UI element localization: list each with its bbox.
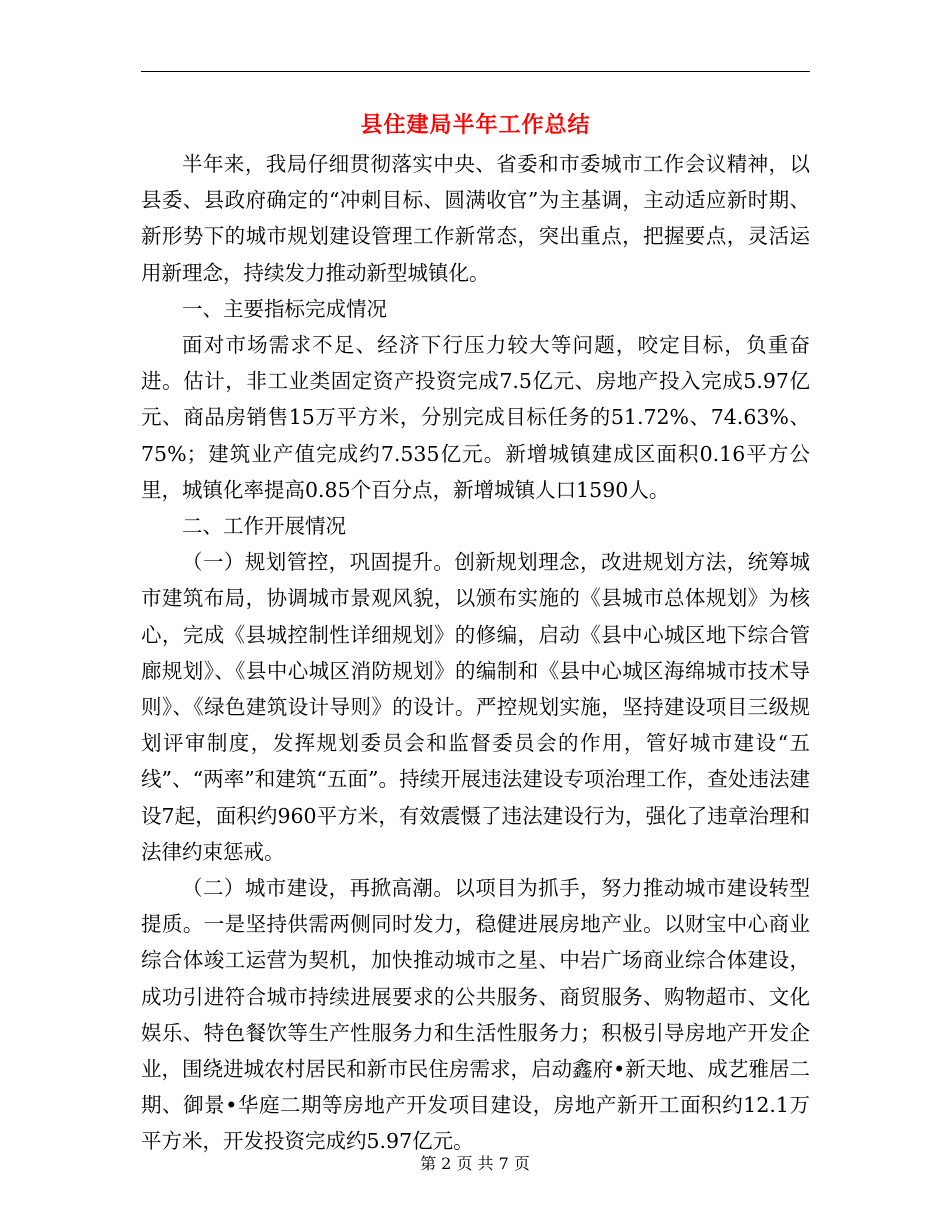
section-heading-indicators: 一、主要指标完成情况 — [182, 296, 387, 321]
construction-paragraph: （二）城市建设，再掀高潮。以项目为抓手，努力推动城市建设转型提质。一是坚持供需两侧同时发力，稳健进展房地产业。以财宝中心商业综合体竣工运营为契机，加快推动城市之星、中岩广场商业综合体建设，成功引进符合城市持续进展要求的公共服务、商贸服务、购物超市、文化娱乐、特色餐饮等生产性服务力和生活性服务力；积极引导房地产开发企业，围绕进城农村居民和新市民住房需求，启动鑫府•新天地、成艺雅居二期、御景•华庭二期等房地产开发项目建设，房地产新开工面积约12.1万平方米，开发投资完成约5.97亿元。 — [141, 876, 810, 1154]
planning-paragraph: （一）规划管控，巩固提升。创新规划理念，改进规划方法，统筹城市建筑布局，协调城市景观风貌，以颁布实施的《县城市总体规划》为核心，完成《县城控制性详细规划》的修编，启动《县中心城区地下综合管廊规划》、《县中心城区消防规划》的编制和《县中心城区海绵城市技术导则》、《绿色建筑设计导则》的设计。严控规划实施，坚持建设项目三级规划评审制度，发挥规划委员会和监督委员会的作用，管好城市建设“五线”、“两率”和建筑“五面”。持续开展违法建设专项治理工作，查处违法建设7起，面积约960平方米，有效震慑了违法建设行为，强化了违章治理和法律约束惩戒。 — [141, 550, 810, 864]
document-body — [141, 146, 810, 1160]
document-title: 县住建局半年工作总结 — [360, 112, 591, 138]
page-number-footer: 第 2 页 共 7 页 — [420, 1154, 530, 1173]
section-heading-work: 二、工作开展情况 — [182, 514, 346, 539]
intro-paragraph: 半年来，我局仔细贯彻落实中央、省委和市委城市工作会议精神，以县委、县政府确定的“冲刺目标、圆满收官”为主基调，主动适应新时期、新形势下的城市规划建设管理工作新常态，突出重点，把握要点，灵活运用新理念，持续发力推动新型城镇化。 — [141, 152, 810, 285]
header-rule — [141, 71, 810, 72]
indicators-paragraph: 面对市场需求不足、经济下行压力较大等问题，咬定目标，负重奋进。估计，非工业类固定资产投资完成7.5亿元、房地产投入完成5.97亿元、商品房销售15万平方米，分别完成目标任务的51.72%、74.63%、75%；建筑业产值完成约7.535亿元。新增城镇建成区面积0.16平方公里，城镇化率提高0.85个百分点，新增城镇人口1590人。 — [141, 333, 810, 502]
